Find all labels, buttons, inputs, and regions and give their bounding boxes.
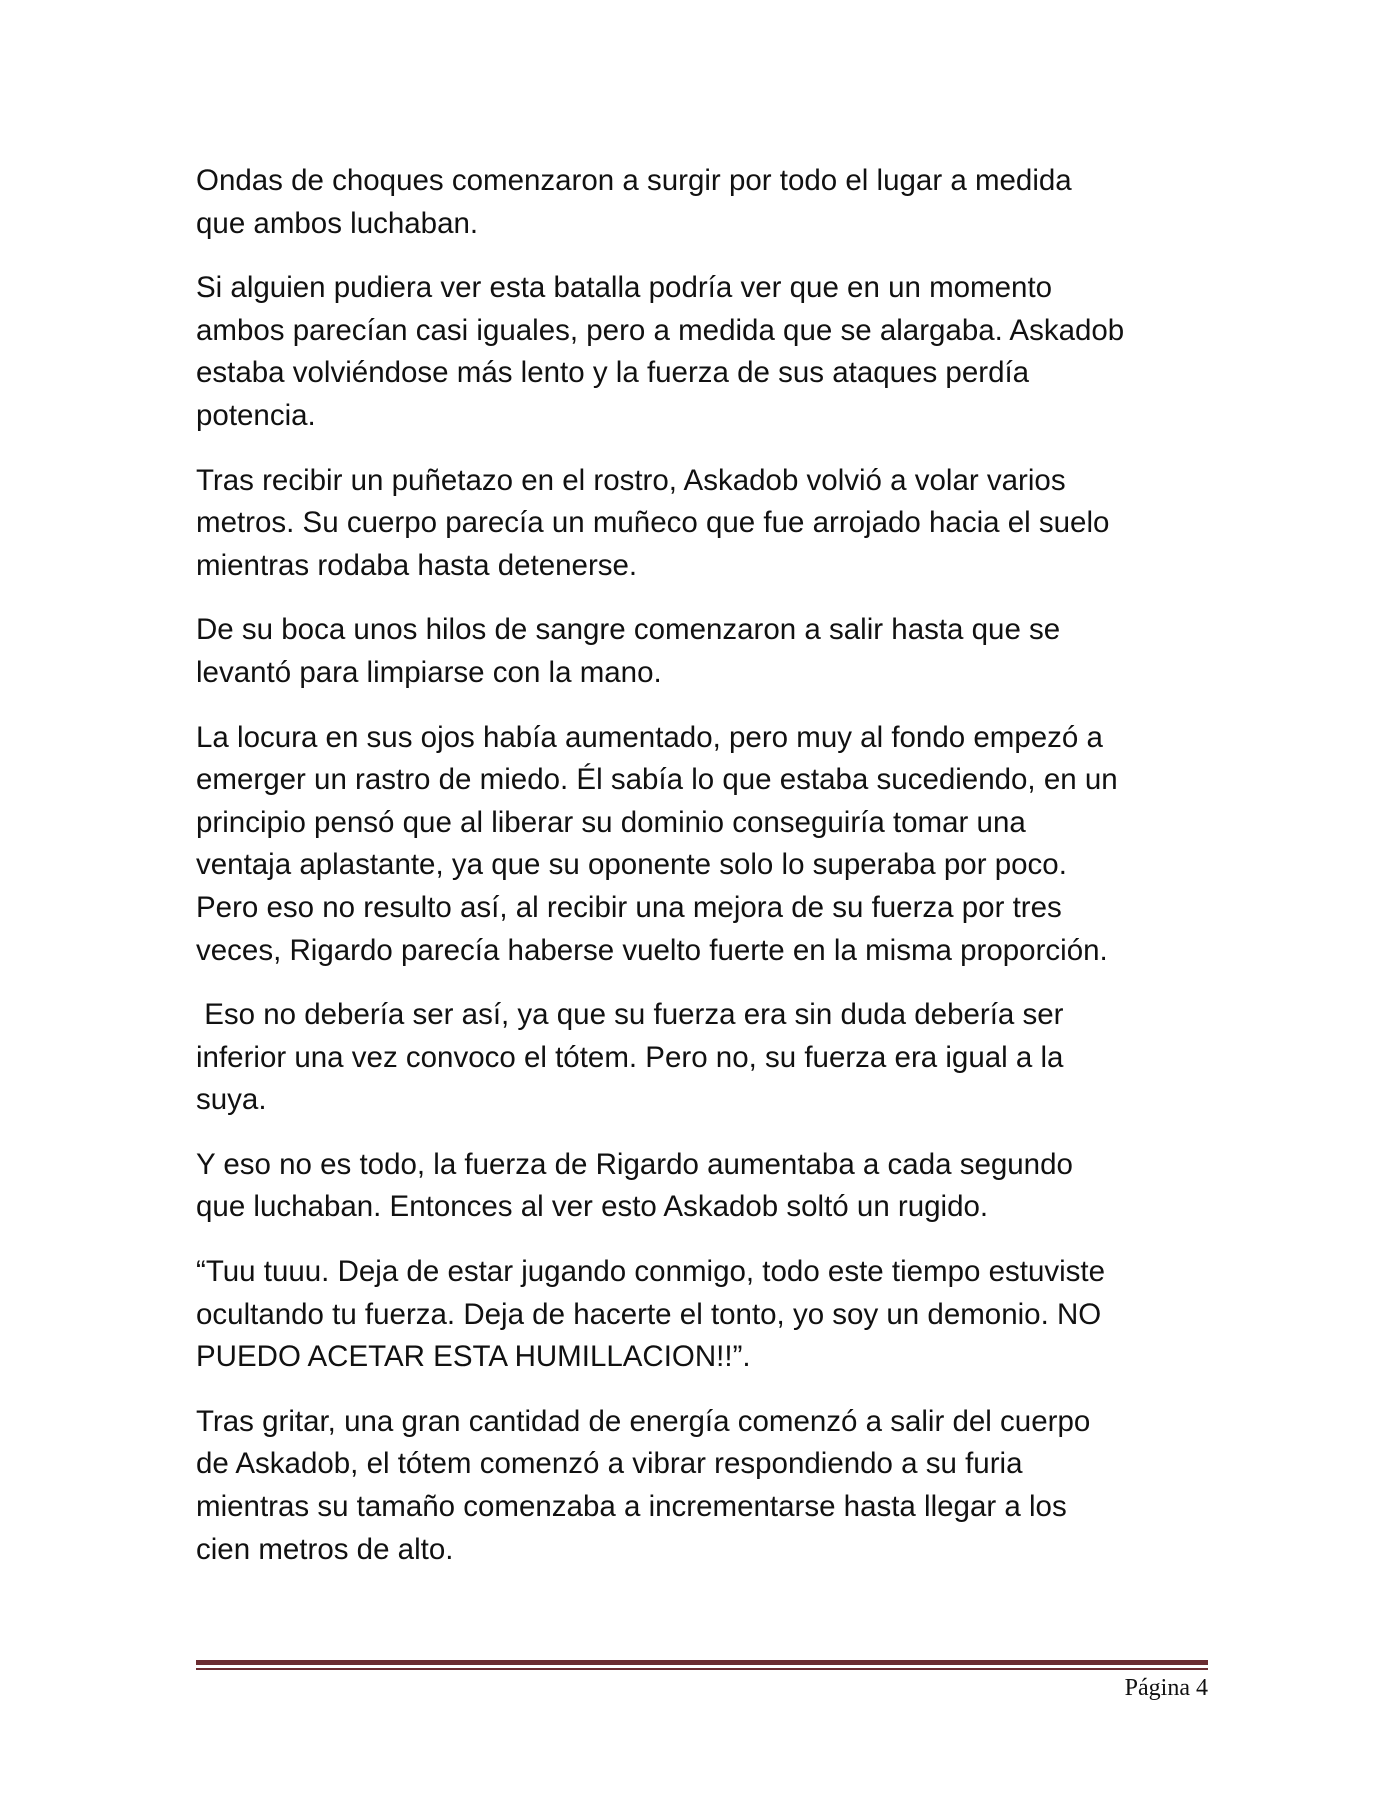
page-body xyxy=(196,160,1226,1593)
paragraph: La locura en sus ojos había aumentado, pero muy al fondo empezó a emerger un rastro de miedo. Él sabía lo que estaba sucediendo, en un principio pensó que al liberar su dominio conseguiría tomar una ventaja aplastante, ya que su oponente solo lo superaba por poco. Pero eso no resulto así, al recibir una mejora de su fuerza por tres veces, Rigardo parecía haberse vuelto fuerte en la misma proporción. xyxy=(196,720,1118,967)
paragraph: De su boca unos hilos de sangre comenzaron a salir hasta que se levantó para limpiarse con la mano. xyxy=(196,613,1061,689)
footer-divider xyxy=(196,1660,1208,1665)
paragraph: Si alguien pudiera ver esta batalla podría ver que en un momento ambos parecían casi iguales, pero a medida que se alargaba. Askadob estaba volviéndose más lento y la fuerza de sus ataques perdía potencia. xyxy=(196,271,1125,432)
paragraph: Ondas de choques comenzaron a surgir por todo el lugar a medida que ambos luchaban. xyxy=(196,164,1072,240)
page-number: Página 4 xyxy=(1124,1675,1208,1701)
paragraph: Y eso no es todo, la fuerza de Rigardo aumentaba a cada segundo que luchaban. Entonces al ver esto Askadob soltó un rugido. xyxy=(196,1147,1073,1224)
paragraph: Eso no debería ser así, ya que su fuerza era sin duda debería ser inferior una vez convoco el tótem. Pero no, su fuerza era igual a la suya. xyxy=(196,998,1064,1117)
paragraph: “Tuu tuuu. Deja de estar jugando conmigo, todo este tiempo estuviste ocultando tu fuerza. Deja de hacerte el tonto, yo soy un demonio. NO PUEDO ACETAR ESTA HUMILLACION!!”. xyxy=(196,1255,1106,1374)
paragraph: Tras gritar, una gran cantidad de energía comenzó a salir del cuerpo de Askadob, el tótem comenzó a vibrar respondiendo a su furia mientras su tamaño comenzaba a incrementarse hasta llegar a los cien metros de alto. xyxy=(196,1404,1091,1566)
footer-divider-thin xyxy=(196,1668,1208,1670)
paragraph: Tras recibir un puñetazo en el rostro, Askadob volvió a volar varios metros. Su cuerpo parecía un muñeco que fue arrojado hacia el suelo mientras rodaba hasta detenerse. xyxy=(196,463,1110,582)
